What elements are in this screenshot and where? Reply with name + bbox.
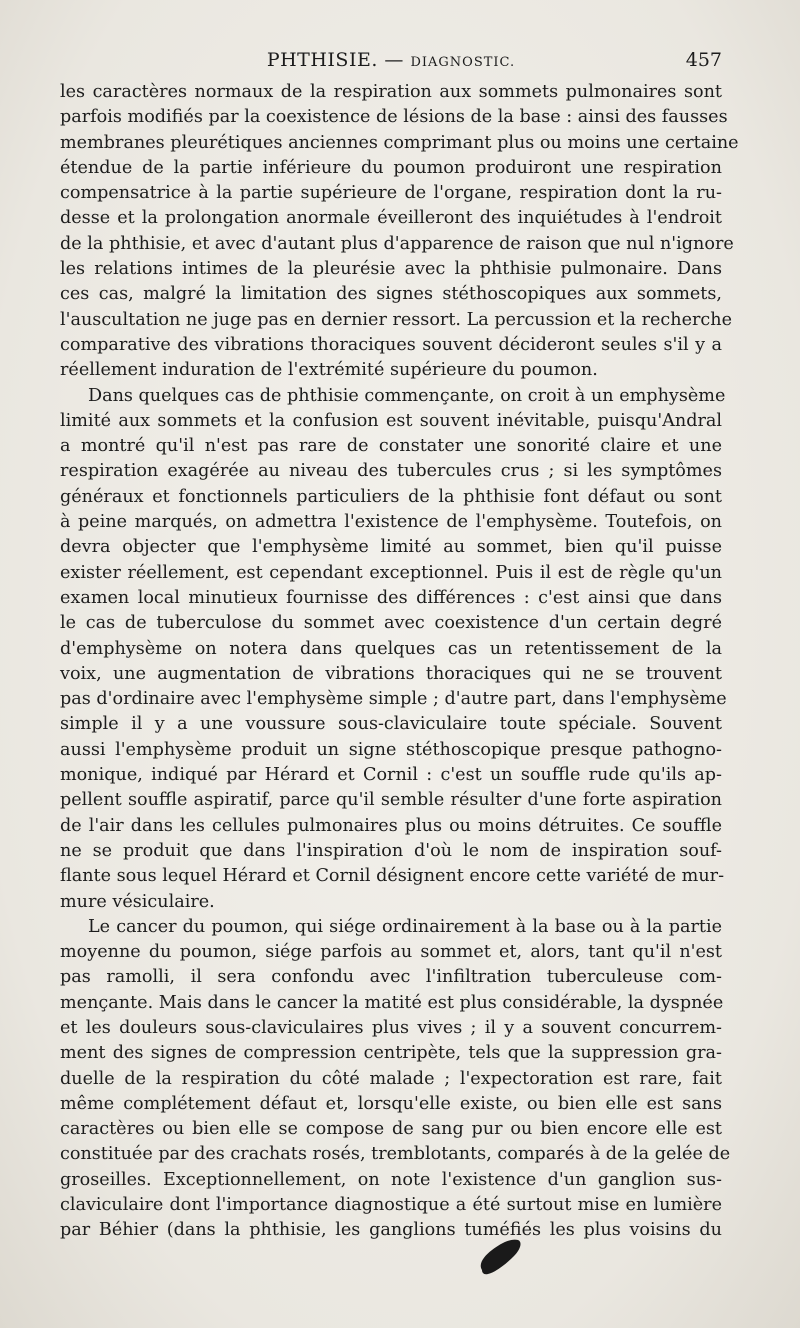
text-line: pas d'ordinaire avec l'emphysème simple ; d'autre part, dans l'emphysème [60, 689, 727, 710]
text-line: Le cancer du poumon, qui siége ordinairement à la base ou à la partie [88, 916, 722, 937]
text-line: aussi l'emphysème produit un signe stéthoscopique presque pathogno- [60, 739, 722, 760]
running-header [60, 46, 722, 74]
text-line: même complétement défaut et, lorsqu'elle existe, ou bien elle est sans [60, 1093, 722, 1114]
title-main: PHTHISIE. [266, 49, 378, 71]
text-line: étendue de la partie inférieure du poumon produiront une respiration [60, 157, 722, 178]
text-line: groseilles. Exceptionnellement, on note l'existence d'un ganglion sus- [60, 1169, 722, 1190]
text-line: de la phthisie, et avec d'autant plus d'apparence de raison que nul n'ignore [60, 233, 734, 254]
text-line: parfois modifiés par la coexistence de lésions de la base : ainsi des fausses [60, 107, 728, 128]
text-line: devra objecter que l'emphysème limité au sommet, bien qu'il puisse [60, 537, 722, 558]
text-line: voix, une augmentation de vibrations thoraciques qui ne se trouvent [60, 663, 722, 684]
body-text [60, 80, 739, 1244]
text-line: compensatrice à la partie supérieure de l'organe, respiration dont la ru- [60, 183, 722, 204]
text-line: a montré qu'il n'est pas rare de constater une sonorité claire et une [60, 436, 722, 457]
text-line: d'emphysème on notera dans quelques cas un retentissement de la [60, 638, 722, 659]
text-line: réellement induration de l'extrémité supérieure du poumon. [60, 360, 598, 381]
text-line: ces cas, malgré la limitation des signes stéthoscopiques aux sommets, [60, 284, 722, 305]
text-line: claviculaire dont l'importance diagnostique a été surtout mise en lumière [60, 1195, 722, 1216]
text-line: le cas de tuberculose du sommet avec coexistence d'un certain degré [60, 613, 722, 634]
text-line: flante sous lequel Hérard et Cornil désignent encore cette variété de mur- [60, 866, 725, 887]
text-line: et les douleurs sous-claviculaires plus vives ; il y a souvent concurrem- [60, 1017, 722, 1038]
text-line: limité aux sommets et la confusion est souvent inévitable, puisqu'Andral [60, 410, 722, 431]
text-line: simple il y a une voussure sous-claviculaire toute spéciale. Souvent [60, 714, 722, 735]
running-title [60, 46, 722, 77]
text-line: exister réellement, est cependant exceptionnel. Puis il est de règle qu'un [60, 562, 722, 583]
text-line: les caractères normaux de la respiration aux sommets pulmonaires sont [60, 82, 722, 102]
title-dash: — [384, 49, 404, 71]
ink-blot [476, 1236, 524, 1276]
text-line: généraux et fonctionnels particuliers de la phthisie font défaut ou sont [60, 486, 722, 507]
text-line: de l'air dans les cellules pulmonaires plus ou moins détruites. Ce souffle [60, 815, 722, 836]
text-line: membranes pleurétiques anciennes comprimant plus ou moins une certaine [60, 132, 739, 153]
text-line: constituée par des crachats rosés, tremblotants, comparés à de la gelée de [60, 1144, 731, 1165]
text-line: respiration exagérée au niveau des tubercules crus ; si les symptômes [60, 461, 722, 482]
text-line: desse et la prolongation anormale éveilleront des inquiétudes à l'endroit [60, 208, 722, 229]
text-line: Dans quelques cas de phthisie commençante, on croit à un emphysème [88, 385, 726, 406]
text-line: pellent souffle aspiratif, parce qu'il semble résulter d'une forte aspiration [60, 790, 722, 811]
text-line: caractères ou bien elle se compose de sang pur ou bien encore elle est [60, 1119, 722, 1140]
text-line: moyenne du poumon, siége parfois au sommet et, alors, tant qu'il n'est [60, 942, 722, 963]
text-line: ment des signes de compression centripète, tels que la suppression gra- [60, 1043, 722, 1064]
text-line: l'auscultation ne juge pas en dernier ressort. La percussion et la recherche [60, 309, 733, 330]
text-line: à peine marqués, on admettra l'existence de l'emphysème. Toutefois, on [60, 512, 722, 533]
text-line: mençante. Mais dans le cancer la matité est plus considérable, la dyspnée [60, 992, 724, 1013]
text-line: par Béhier (dans la phthisie, les ganglions tuméfiés les plus voisins du [60, 1220, 722, 1241]
text-line: duelle de la respiration du côté malade ; l'expectoration est rare, fait [60, 1068, 722, 1089]
text-line: comparative des vibrations thoraciques souvent décideront seules s'il y a [60, 334, 722, 355]
text-line: les relations intimes de la pleurésie avec la phthisie pulmonaire. Dans [60, 259, 722, 280]
text-line: monique, indiqué par Hérard et Cornil : c'est un souffle rude qu'ils ap- [60, 765, 722, 786]
text-line: ne se produit que dans l'inspiration d'où le nom de inspiration souf- [60, 840, 722, 861]
text-line: pas ramolli, il sera confondu avec l'infiltration tuberculeuse com- [60, 967, 722, 988]
page-number: 457 [685, 49, 722, 71]
text-line: mure vésiculaire. [60, 891, 215, 912]
title-sub: DIAGNOSTIC. [410, 55, 516, 70]
text-line: examen local minutieux fournisse des différences : c'est ainsi que dans [60, 587, 722, 608]
